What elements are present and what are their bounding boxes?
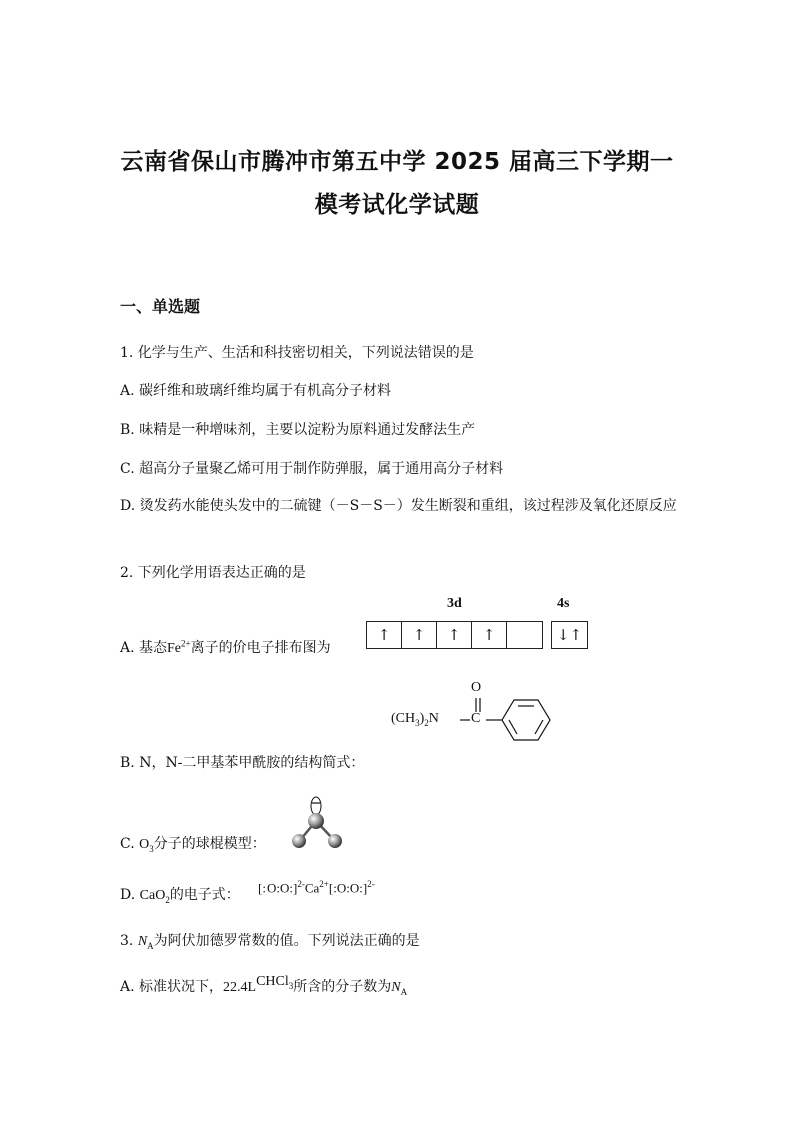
option-a-prefix: A. 基态 xyxy=(120,640,168,656)
amide-n: N xyxy=(428,711,439,726)
amide-oxygen: O xyxy=(471,680,482,695)
peroxide-o-left-2: O xyxy=(279,880,290,896)
option-d-prefix: D. xyxy=(120,887,140,903)
orbital-3d-boxes xyxy=(366,621,543,649)
na-letter: N xyxy=(137,934,148,949)
question-2-option-a xyxy=(120,637,331,657)
question-1-option-a: A. 碳纤维和玻璃纤维均属于有机高分子材料 xyxy=(120,383,392,399)
benzamide-structure xyxy=(440,690,570,770)
q3a-amount: 22.4L xyxy=(223,980,257,995)
q3-number: 3. xyxy=(120,933,138,949)
question-1-option-c: C. 超高分子量聚乙烯可用于制作防弹服，属于通用高分子材料 xyxy=(120,461,504,477)
document-title-line1: 云南省保山市腾冲市第五中学 2025 届高三下学期一 xyxy=(120,149,674,175)
orbital-3d-box xyxy=(507,622,542,648)
amide-sub-2: 2 xyxy=(424,717,429,728)
option-c-suffix: 分子的球棍模型： xyxy=(153,836,266,852)
cao2-sub: 2 xyxy=(165,894,170,905)
calcium-symbol: Ca xyxy=(304,880,320,896)
orbital-3d-box: ↑ xyxy=(437,622,472,648)
fe-symbol: Fe xyxy=(167,641,182,656)
amide-sub-3: 3 xyxy=(415,717,420,728)
question-3-option-a xyxy=(120,976,407,997)
na-sub: A xyxy=(147,940,154,951)
q3a-prefix: A. 标准状况下， xyxy=(120,979,224,995)
document-title-line2: 模考试化学试题 xyxy=(314,192,480,218)
peroxide-o-right-1: O xyxy=(336,880,347,896)
na-letter-answer: N xyxy=(391,980,401,995)
q3-stem-text: 为阿伏加德罗常数的值。下列说法正确的是 xyxy=(153,933,420,949)
question-2-option-c xyxy=(120,833,266,854)
question-3-stem xyxy=(120,930,420,951)
question-2-option-d xyxy=(120,884,240,905)
orbital-3d-box: ↑ xyxy=(472,622,507,648)
fe-ion xyxy=(167,638,191,656)
amide-dimethyl-group xyxy=(391,711,439,728)
avogadro-symbol-answer xyxy=(391,980,407,995)
option-a-suffix: 离子的价电子排布图为 xyxy=(190,640,331,656)
question-1-stem: 1. 化学与生产、生活和科技密切相关，下列说法错误的是 xyxy=(120,345,474,361)
orbital-4s-box: ↓↑ xyxy=(556,626,583,644)
q3a-suffix: 所含的分子数为 xyxy=(293,979,392,995)
chloroform-sub: 3 xyxy=(288,980,294,991)
cao2-symbol: CaO xyxy=(139,888,166,903)
fe-charge: 2+ xyxy=(181,638,191,649)
amide-group-close: ) xyxy=(419,711,425,726)
section-heading: 一、单选题 xyxy=(120,297,201,316)
orbital-3d-box: ↑ xyxy=(402,622,437,648)
cao2-formula xyxy=(140,888,170,903)
calcium-charge: 2+ xyxy=(319,879,329,889)
chloroform-formula xyxy=(256,974,293,989)
question-2-option-b: B. N，N-二甲基苯甲酰胺的结构简式： xyxy=(120,755,365,771)
orbital-4s-boxes xyxy=(551,621,588,649)
orbital-label-4s: 4s xyxy=(557,596,570,611)
orbital-3d-box: ↑ xyxy=(367,622,402,648)
ozone-symbol: O xyxy=(139,837,150,852)
ozone-ball-stick-model xyxy=(285,793,355,855)
option-d-suffix: 的电子式： xyxy=(169,887,240,903)
question-2-stem: 2. 下列化学用语表达正确的是 xyxy=(120,565,306,581)
na-sub-answer: A xyxy=(400,986,408,997)
peroxide-o-left-1: O xyxy=(266,880,277,896)
ozone-sub: 3 xyxy=(149,843,154,854)
chloroform-symbol: CHCl xyxy=(256,974,289,989)
avogadro-symbol xyxy=(138,934,154,949)
peroxide-o-right-2: O xyxy=(349,880,360,896)
amide-group-open: (CH xyxy=(391,711,416,726)
question-1-option-b: B. 味精是一种增味剂，主要以淀粉为原料通过发酵法生产 xyxy=(120,422,476,438)
option-c-prefix: C. xyxy=(120,836,140,852)
ozone-formula xyxy=(139,837,154,852)
orbital-label-3d: 3d xyxy=(447,596,462,611)
cao2-electron-formula: $[:O:O:]^{2-}Ca^{2+}[:O:O:]^{2-}$ xyxy=(258,879,375,896)
amide-carbon: C xyxy=(471,711,481,726)
question-1-option-d: D. 烫发药水能使头发中的二硫键（－S－S－）发生断裂和重组，该过程涉及氧化还原反应 xyxy=(120,498,677,514)
